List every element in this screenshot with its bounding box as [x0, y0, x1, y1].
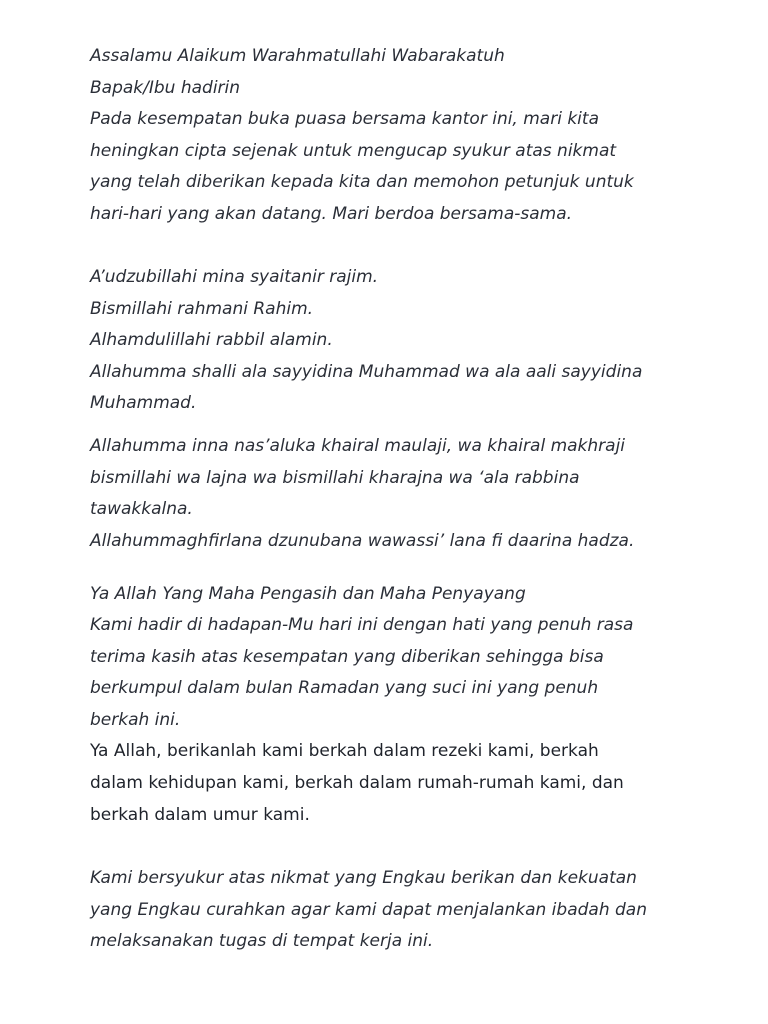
- text-line: berkah dalam umur kami.: [90, 805, 310, 825]
- text-line: Allahumma shalli ala sayyidina Muhammad wa ala aali sayyidina: [90, 362, 643, 382]
- text-line: terima kasih atas kesempatan yang diberikan sehingga bisa: [90, 647, 604, 667]
- text-line: Allahumma inna nas’aluka khairal maulaji, wa khairal makhraji: [90, 436, 626, 456]
- text-line: dalam kehidupan kami, berkah dalam rumah-rumah kami, dan: [90, 773, 624, 793]
- text-line: melaksanakan tugas di tempat kerja ini.: [90, 931, 434, 951]
- text-line: yang Engkau curahkan agar kami dapat menjalankan ibadah dan: [90, 900, 647, 920]
- text-line: heningkan cipta sejenak untuk mengucap syukur atas nikmat: [90, 141, 617, 161]
- text-line: Alhamdulillahi rabbil alamin.: [90, 330, 333, 350]
- text-line: Ya Allah Yang Maha Pengasih dan Maha Penyayang: [90, 584, 526, 604]
- text-line: Bapak/Ibu hadirin: [90, 78, 241, 98]
- text-line: yang telah diberikan kepada kita dan memohon petunjuk untuk: [90, 172, 634, 192]
- text-line: berkumpul dalam bulan Ramadan yang suci ini yang penuh: [90, 678, 599, 698]
- text-line: Assalamu Alaikum Warahmatullahi Wabarakatuh: [90, 46, 505, 66]
- text-line: Muhammad.: [90, 393, 197, 413]
- text-line: Ya Allah, berikanlah kami berkah dalam rezeki kami, berkah: [90, 741, 599, 761]
- text-line: Kami bersyukur atas nikmat yang Engkau berikan dan kekuatan: [90, 868, 637, 888]
- text-line: A’udzubillahi mina syaitanir rajim.: [90, 267, 379, 287]
- text-line: tawakkalna.: [90, 499, 193, 519]
- text-line: Pada kesempatan buka puasa bersama kantor ini, mari kita: [90, 109, 599, 129]
- text-line: berkah ini.: [90, 710, 181, 730]
- text-line: Bismillahi rahmani Rahim.: [90, 299, 314, 319]
- text-line: bismillahi wa lajna wa bismillahi kharajna wa ‘ala rabbina: [90, 468, 580, 488]
- text-line: Kami hadir di hadapan-Mu hari ini dengan hati yang penuh rasa: [90, 615, 634, 635]
- text-line: hari-hari yang akan datang. Mari berdoa bersama-sama.: [90, 204, 573, 224]
- text-line: Allahummaghfirlana dzunubana wawassi’ lana fi daarina hadza.: [90, 531, 635, 551]
